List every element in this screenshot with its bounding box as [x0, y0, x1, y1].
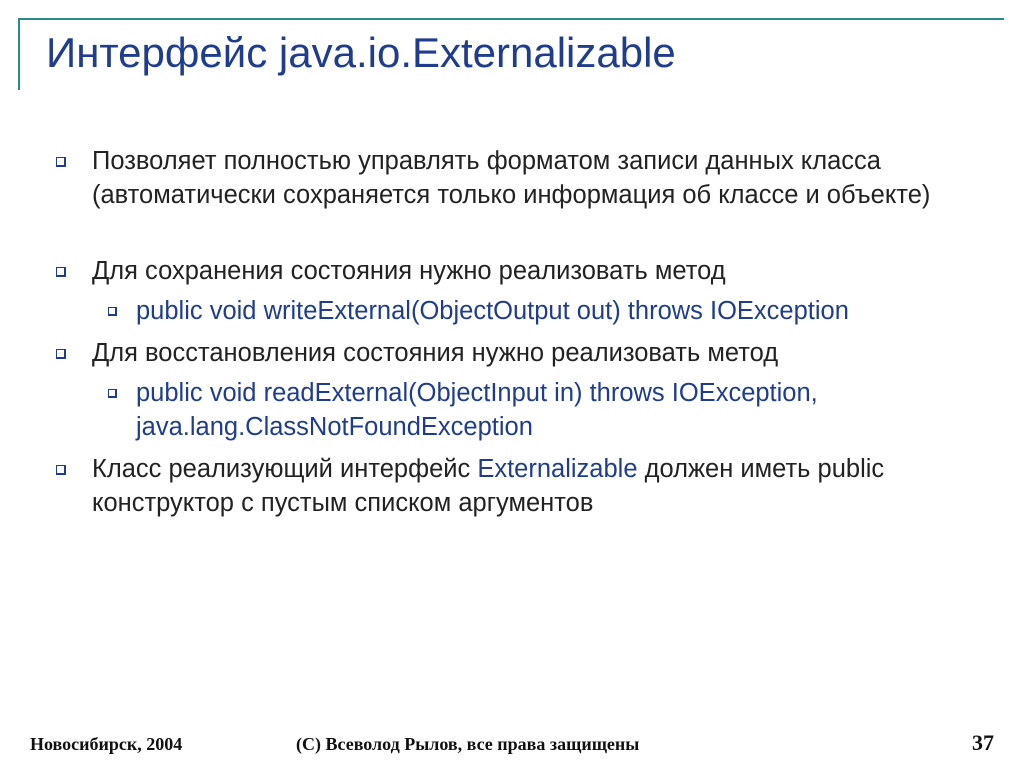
bullet-item-format-control [92, 144, 992, 212]
square-bullet-icon [56, 349, 66, 359]
footer-copyright: (C) Всеволод Рылов, все права защищены [296, 734, 640, 754]
sub-bullet-text: public void readExternal(ObjectInput in) throws IOException, java.lang.ClassNotFoundException [136, 379, 818, 441]
bullet-text: Позволяет полностью управлять форматом записи данных класса (автоматически сохраняется только информация об классе и объекте) [92, 147, 931, 209]
bullet-item-save-state [92, 254, 992, 288]
title-top-rule [18, 18, 1004, 20]
square-bullet-icon [56, 157, 66, 167]
bullet-text-after: должен иметь public конструктор с пустым списком аргументов [92, 455, 885, 517]
slide-title: Интерфейс java.io.Externalizable [46, 29, 676, 76]
bullet-text: Для восстановления состояния нужно реализовать метод [92, 339, 779, 367]
square-bullet-icon [56, 465, 66, 475]
square-bullet-icon [108, 389, 117, 398]
sub-bullet-text: public void writeExternal(ObjectOutput out) throws IOException [136, 297, 849, 325]
bullet-item-restore-state [92, 336, 992, 370]
bullet-text-before: Класс реализующий интерфейс [92, 455, 478, 483]
sub-bullet-write-external [136, 294, 996, 328]
square-bullet-icon [108, 307, 117, 316]
page-number: 37 [972, 730, 994, 755]
bullet-text: Для сохранения состояния нужно реализовать метод [92, 257, 726, 285]
bullet-item-public-constructor [92, 452, 992, 520]
externalizable-keyword: Externalizable [477, 455, 638, 483]
sub-bullet-read-external [136, 376, 996, 444]
title-left-rule [18, 18, 20, 90]
square-bullet-icon [56, 267, 66, 277]
footer-location-year: Новосибирск, 2004 [30, 734, 183, 754]
